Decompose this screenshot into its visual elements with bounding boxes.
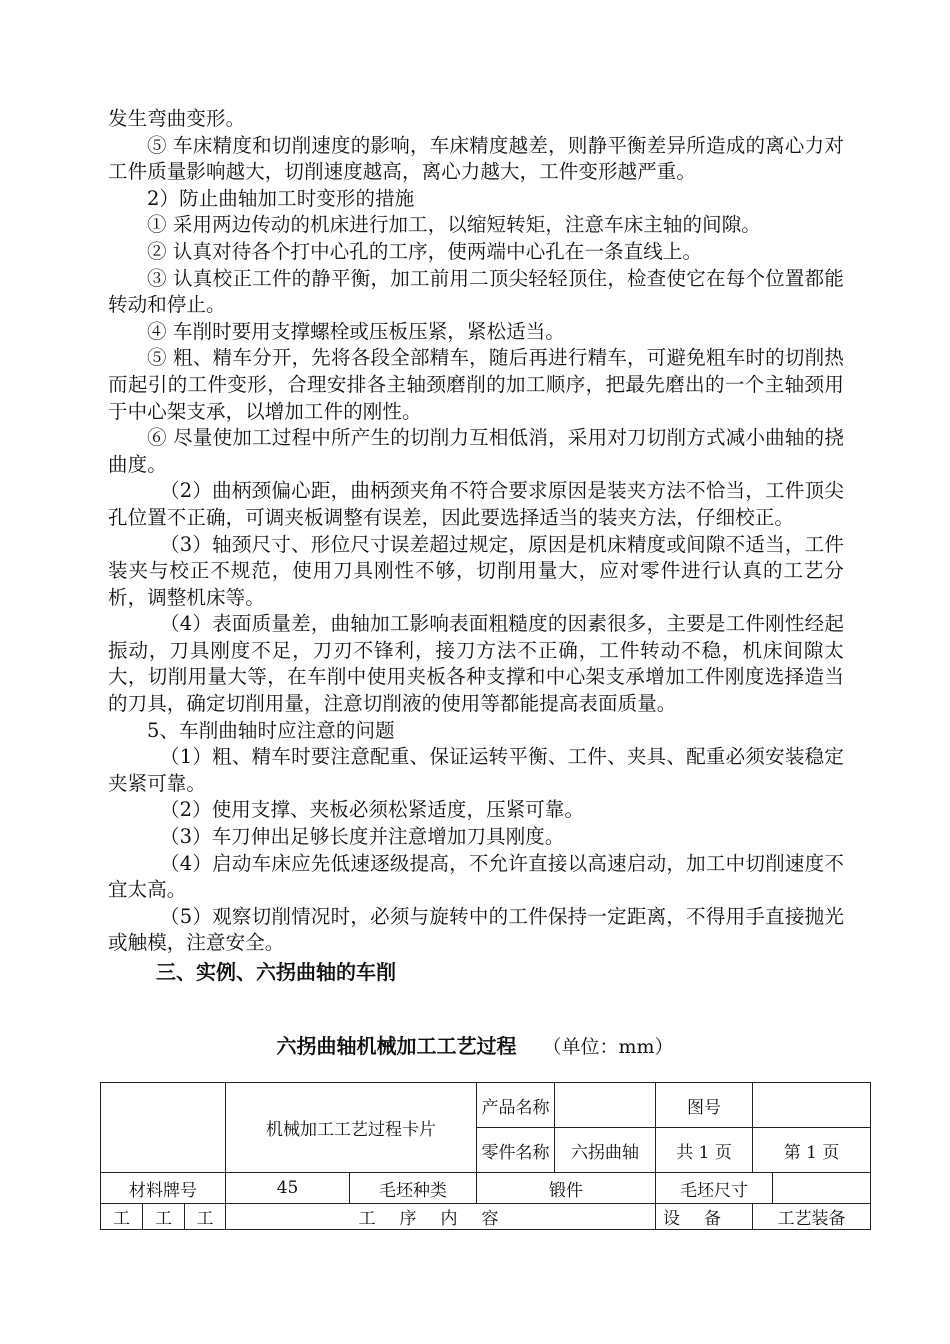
paragraph: ⑤ 车床精度和切削速度的影响，车床精度越差，则静平衡差异所造成的离心力对工件质量影响越大，切削速度越高，离心力越大，工件变形越严重。 xyxy=(108,133,844,184)
paragraph: ③ 认真校正工件的静平衡，加工前用二顶尖轻轻顶住，检查使它在每个位置都能转动和停止。 xyxy=(108,266,844,317)
subheading: 5、车削曲轴时应注意的问题 xyxy=(147,718,395,742)
paragraph: （5）观察切削情况时，必须与旋转中的工件保持一定距离，不得用手直接抛光或触模，注意安全。 xyxy=(108,904,844,955)
process-card-table xyxy=(100,1082,871,1230)
part-name-value: 六拐曲轴 xyxy=(555,1128,656,1173)
paragraph: 2）防止曲轴加工时变形的措施 xyxy=(147,186,415,210)
header-col-c: 工 xyxy=(185,1204,226,1230)
paragraph: （4）表面质量差，曲轴加工影响表面粗糙度的因素很多，主要是工件刚性经起振动，刀具刚度不足，刀刃不锋利，接刀方法不正确，工件转动不稳，机床间隙太大，切削用量大等，在车削中使用夹板各种支撑和中心架支承增加工件刚度选择造当的刀具，确定切削用量，注意切削液的使用等都能提高表面质量。 xyxy=(108,612,844,716)
material-value: 45 xyxy=(226,1173,350,1204)
blank-size-value xyxy=(773,1173,871,1204)
material-label: 材料牌号 xyxy=(101,1173,226,1204)
paragraph: ① 采用两边传动的机床进行加工，以缩短转矩，注意车床主轴的间隙。 xyxy=(147,213,761,237)
paragraph: （2）曲柄颈偏心距，曲柄颈夹角不符合要求原因是装夹方法不恰当，工件顶尖孔位置不正确，可调夹板调整有误差，因此要选择适当的装夹方法，仔细校正。 xyxy=(108,479,844,529)
logo-cell xyxy=(101,1083,226,1173)
body-text xyxy=(108,106,844,987)
paragraph: ② 认真对待各个打中心孔的工序，使两端中心孔在一条直线上。 xyxy=(147,239,703,263)
header-process-content: 工序内容 xyxy=(226,1204,656,1230)
paragraph: （3）轴颈尺寸、形位尺寸误差超过规定，原因是机床精度或间隙不适当，工件装夹与校正不规范，使用刀具刚性不够，切削用量大，应对零件进行认真的工艺分析，调整机床等。 xyxy=(108,532,844,609)
blank-type-label: 毛坯种类 xyxy=(350,1173,477,1204)
paragraph: 发生弯曲变形。 xyxy=(108,107,246,130)
header-col-a: 工 xyxy=(101,1204,143,1230)
paragraph: （4）启动车床应先低速逐级提高，不允许直接以高速启动，加工中切削速度不宜太高。 xyxy=(108,851,844,902)
paragraph: （2）使用支撑、夹板必须松紧适度，压紧可靠。 xyxy=(160,798,585,822)
page-number: 第 1 页 xyxy=(753,1128,871,1173)
paragraph: （3）车刀伸出足够长度并注意增加刀具刚度。 xyxy=(160,825,565,849)
blank-size-label: 毛坯尺寸 xyxy=(656,1173,773,1204)
table-unit: （单位：mm） xyxy=(542,1036,674,1058)
paragraph: ⑥ 尽量使加工过程中所产生的切削力互相低消，采用对刀切削方式减小曲轴的挠曲度。 xyxy=(108,426,844,476)
header-equipment: 设备 xyxy=(656,1204,753,1230)
drawing-no-label: 图号 xyxy=(656,1083,753,1128)
blank-type-value: 锻件 xyxy=(477,1173,656,1204)
paragraph: （1）粗、精车时要注意配重、保证运转平衡、工件、夹具、配重必须安装稳定夹紧可靠。 xyxy=(108,745,844,795)
part-name-label: 零件名称 xyxy=(477,1128,555,1173)
drawing-no-value xyxy=(753,1083,871,1128)
card-name: 机械加工工艺过程卡片 xyxy=(226,1083,477,1173)
header-col-b: 工 xyxy=(143,1204,185,1230)
paragraph: ④ 车削时要用支撑螺栓或压板压紧，紧松适当。 xyxy=(147,319,565,343)
total-pages: 共 1 页 xyxy=(656,1128,753,1173)
table-title-text: 六拐曲轴机械加工工艺过程 xyxy=(276,1034,517,1058)
table-title xyxy=(0,1030,950,1059)
paragraph: ⑤ 粗、精车分开，先将各段全部精车，随后再进行精车，可避免粗车时的切削热而起引的工件变形，合理安排各主轴颈磨削的加工顺序，把最先磨出的一个主轴颈用于中心架支承，以增加工件的刚性。 xyxy=(108,346,844,423)
section-heading: 三、实例、六拐曲轴的车削 xyxy=(156,960,396,984)
product-name-label: 产品名称 xyxy=(477,1083,555,1128)
header-tooling: 工艺装备 xyxy=(753,1204,871,1230)
product-name-value xyxy=(555,1083,656,1128)
